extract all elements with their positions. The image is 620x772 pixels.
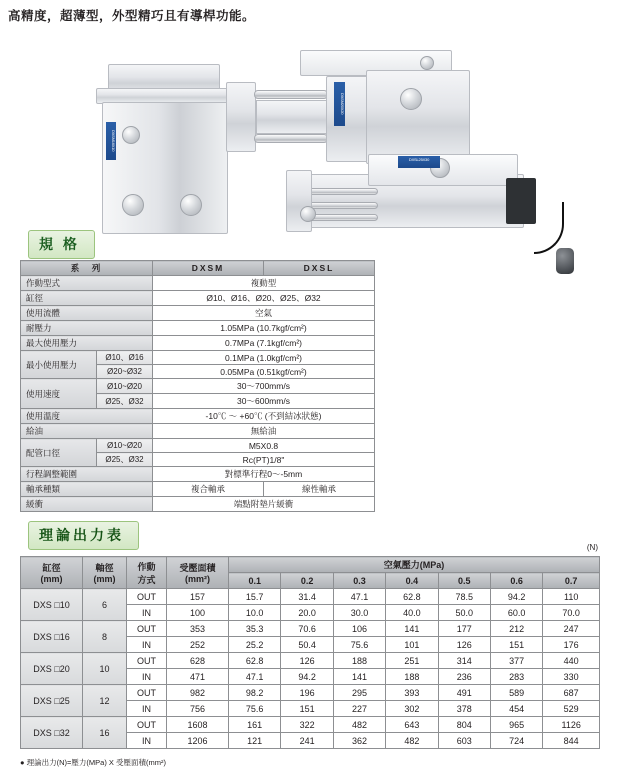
output-dir-cell: OUT [127, 653, 167, 669]
output-action-header-text: 作動 [137, 561, 156, 572]
output-value-cell: 176 [543, 637, 600, 653]
output-area-cell: 353 [167, 621, 229, 637]
output-rod-cell: 6 [83, 589, 127, 621]
output-area-cell: 628 [167, 653, 229, 669]
spec-row-value: Rc(PT)1/8" [153, 453, 375, 467]
spec-row-label: 給油 [21, 424, 153, 439]
cylinder-b-rod-bottom [254, 134, 328, 143]
output-value-cell: 362 [333, 733, 385, 749]
cylinder-a-hole-2 [180, 194, 202, 216]
output-pressure-col: 0.5 [438, 573, 490, 589]
output-value-cell: 188 [333, 653, 385, 669]
output-value-cell: 1126 [543, 717, 600, 733]
table-row [21, 589, 600, 605]
spec-row-sublabel: Ø10、Ø16 [97, 351, 153, 365]
spec-col-dxsl: DXSL [263, 261, 374, 276]
output-pressure-col: 0.2 [281, 573, 333, 589]
output-bore-cell: DXS □10 [21, 589, 83, 621]
spec-row-value: 對標準行程0～-5mm [153, 467, 375, 482]
output-dir-cell: OUT [127, 717, 167, 733]
output-value-cell: 106 [333, 621, 385, 637]
table-row [21, 621, 600, 637]
output-section-title: 理論出力表 [28, 521, 139, 550]
spec-row-value: 空氣 [153, 306, 375, 321]
table-row [21, 276, 375, 291]
output-value-cell: 454 [490, 701, 542, 717]
output-value-cell: 98.2 [229, 685, 281, 701]
output-value-cell: 227 [333, 701, 385, 717]
output-header-row-1 [21, 557, 600, 573]
page-headline: 高精度，超薄型，外型精巧且有導桿功能。 [8, 9, 256, 23]
output-area-cell: 756 [167, 701, 229, 717]
output-value-cell: 20.0 [281, 605, 333, 621]
output-pressure-col: 0.1 [229, 573, 281, 589]
output-value-cell: 35.3 [229, 621, 281, 637]
table-row [21, 467, 375, 482]
output-value-cell: 47.1 [229, 669, 281, 685]
output-value-cell: 196 [281, 685, 333, 701]
output-bore-header [21, 557, 83, 589]
output-value-cell: 393 [386, 685, 438, 701]
output-value-cell: 60.0 [490, 605, 542, 621]
output-value-cell: 141 [333, 669, 385, 685]
output-value-cell: 236 [438, 669, 490, 685]
output-pressure-header: 空氣壓力(MPa) [229, 557, 600, 573]
output-value-cell: 251 [386, 653, 438, 669]
output-value-cell: 247 [543, 621, 600, 637]
output-table-wrapper [20, 556, 600, 749]
output-value-cell: 377 [490, 653, 542, 669]
output-value-cell: 965 [490, 717, 542, 733]
output-value-cell: 603 [438, 733, 490, 749]
table-row [21, 306, 375, 321]
output-value-cell: 283 [490, 669, 542, 685]
spec-row-label: 緩衝 [21, 497, 153, 512]
output-value-cell: 151 [490, 637, 542, 653]
spec-series-header: 系 列 [21, 261, 153, 276]
cylinder-c-guide-rod-1 [306, 188, 378, 195]
output-value-cell: 75.6 [333, 637, 385, 653]
output-pressure-col: 0.4 [386, 573, 438, 589]
output-value-cell: 78.5 [438, 589, 490, 605]
spec-row-value: Ø10、Ø16、Ø20、Ø25、Ø32 [153, 291, 375, 306]
cylinder-c-label: DXSL25X30 [398, 156, 440, 168]
cylinder-a-hole-3 [122, 126, 140, 144]
table-row [21, 439, 375, 453]
table-row [21, 685, 600, 701]
table-row [21, 379, 375, 394]
spec-row-label: 最小使用壓力 [21, 351, 97, 379]
output-pressure-col: 0.7 [543, 573, 600, 589]
spec-col-dxsm: DXSM [153, 261, 264, 276]
table-row [21, 497, 375, 512]
cylinder-b-label: DXSM20X20 [334, 82, 345, 126]
output-rod-header-text: 軸徑 [95, 563, 114, 573]
output-unit-label: (N) [586, 543, 598, 552]
output-value-cell: 330 [543, 669, 600, 685]
spec-row-label: 缸徑 [21, 291, 153, 306]
output-value-cell: 141 [386, 621, 438, 637]
spec-row-value: 端點附墊片緩衝 [153, 497, 375, 512]
spec-row-sublabel: Ø10~Ø20 [97, 379, 153, 394]
cylinder-b-rod-top [254, 90, 328, 99]
output-value-cell: 322 [281, 717, 333, 733]
output-area-cell: 157 [167, 589, 229, 605]
spec-section-title: 規 格 [28, 230, 95, 259]
output-value-cell: 47.1 [333, 589, 385, 605]
cylinder-c-hole-2 [300, 206, 316, 222]
output-value-cell: 724 [490, 733, 542, 749]
output-value-cell: 241 [281, 733, 333, 749]
output-value-cell: 121 [229, 733, 281, 749]
table-row [21, 336, 375, 351]
output-value-cell: 161 [229, 717, 281, 733]
spec-row-label: 作動型式 [21, 276, 153, 291]
output-value-cell: 126 [438, 637, 490, 653]
output-value-cell: 314 [438, 653, 490, 669]
output-value-cell: 188 [386, 669, 438, 685]
spec-row-sublabel: Ø20~Ø32 [97, 365, 153, 379]
table-row [21, 717, 600, 733]
output-area-cell: 1608 [167, 717, 229, 733]
output-value-cell: 589 [490, 685, 542, 701]
spec-row-value: 複動型 [153, 276, 375, 291]
table-row [21, 351, 375, 365]
output-value-cell: 30.0 [333, 605, 385, 621]
output-value-cell: 62.8 [229, 653, 281, 669]
output-value-cell: 212 [490, 621, 542, 637]
output-dir-cell: OUT [127, 589, 167, 605]
spec-row-value: 0.05MPa (0.51kgf/cm²) [153, 365, 375, 379]
output-area-cell: 252 [167, 637, 229, 653]
output-bore-cell: DXS □25 [21, 685, 83, 717]
table-row [21, 424, 375, 439]
output-area-header [167, 557, 229, 589]
output-value-cell: 31.4 [281, 589, 333, 605]
output-value-cell: 110 [543, 589, 600, 605]
output-rod-cell: 12 [83, 685, 127, 717]
output-action-header-text2: 方式 [137, 574, 156, 585]
spec-row-value: M5X0.8 [153, 439, 375, 453]
product-photo-area [0, 26, 620, 226]
output-rod-header-unit: (mm) [93, 574, 116, 584]
spec-row-value: 無給油 [153, 424, 375, 439]
output-value-cell: 529 [543, 701, 600, 717]
spec-row-value: 30～700mm/s [153, 379, 375, 394]
cylinder-b-hole-2 [420, 56, 434, 70]
table-row [21, 409, 375, 424]
output-value-cell: 482 [333, 717, 385, 733]
spec-header-row [21, 261, 375, 276]
output-area-cell: 1206 [167, 733, 229, 749]
output-value-cell: 70.0 [543, 605, 600, 621]
output-value-cell: 378 [438, 701, 490, 717]
cylinder-a-hole-1 [122, 194, 144, 216]
cable-connector [556, 248, 574, 274]
output-bore-header-text: 缸徑 [42, 563, 61, 573]
cylinder-c-guide-rod-3 [306, 214, 378, 221]
cylinder-a-label: DXSM16X10 [106, 122, 116, 160]
output-value-cell: 177 [438, 621, 490, 637]
output-dir-cell: IN [127, 669, 167, 685]
spec-row-value-dxsm: 複合軸承 [153, 482, 264, 497]
output-value-cell: 844 [543, 733, 600, 749]
sensor-cable [534, 202, 564, 254]
output-area-header-unit: (mm²) [185, 574, 210, 584]
output-value-cell: 440 [543, 653, 600, 669]
cylinder-b-barrel [256, 100, 330, 134]
spec-row-value-dxsl: 線性軸承 [263, 482, 374, 497]
output-value-cell: 75.6 [229, 701, 281, 717]
output-area-cell: 100 [167, 605, 229, 621]
output-dir-cell: IN [127, 605, 167, 621]
output-pressure-col: 0.6 [490, 573, 542, 589]
output-value-cell: 50.4 [281, 637, 333, 653]
output-table [20, 556, 600, 749]
output-value-cell: 50.0 [438, 605, 490, 621]
spec-row-label: 使用流體 [21, 306, 153, 321]
spec-row-value: 0.7MPa (7.1kgf/cm²) [153, 336, 375, 351]
output-footnote: ● 理論出力(N)=壓力(MPa) X 受壓面積(mm²) [20, 758, 166, 767]
output-area-header-text: 受壓面積 [179, 563, 216, 573]
spec-row-label: 耐壓力 [21, 321, 153, 336]
output-dir-cell: OUT [127, 621, 167, 637]
output-value-cell: 643 [386, 717, 438, 733]
spec-row-label: 配管口徑 [21, 439, 97, 467]
spec-row-label: 行程調整範圍 [21, 467, 153, 482]
output-area-cell: 982 [167, 685, 229, 701]
spec-row-value: 30～600mm/s [153, 394, 375, 409]
cylinder-c-dark-block [506, 178, 536, 224]
cylinder-b-hole-1 [400, 88, 422, 110]
output-value-cell: 15.7 [229, 589, 281, 605]
cylinder-b-bracket [366, 70, 470, 164]
table-row [21, 482, 375, 497]
spec-table [20, 260, 375, 512]
output-value-cell: 70.6 [281, 621, 333, 637]
output-value-cell: 151 [281, 701, 333, 717]
output-value-cell: 491 [438, 685, 490, 701]
output-pressure-col: 0.3 [333, 573, 385, 589]
output-value-cell: 302 [386, 701, 438, 717]
spec-row-sublabel: Ø10~Ø20 [97, 439, 153, 453]
output-bore-cell: DXS □20 [21, 653, 83, 685]
output-area-cell: 471 [167, 669, 229, 685]
output-action-header [127, 557, 167, 589]
table-row [21, 653, 600, 669]
spec-row-sublabel: Ø25、Ø32 [97, 453, 153, 467]
spec-row-value: 1.05MPa (10.7kgf/cm²) [153, 321, 375, 336]
output-bore-cell: DXS □32 [21, 717, 83, 749]
output-value-cell: 25.2 [229, 637, 281, 653]
output-value-cell: 94.2 [490, 589, 542, 605]
output-rod-cell: 8 [83, 621, 127, 653]
cylinder-c-guide-rod-2 [306, 202, 378, 209]
output-value-cell: 10.0 [229, 605, 281, 621]
output-rod-cell: 10 [83, 653, 127, 685]
output-dir-cell: IN [127, 701, 167, 717]
output-value-cell: 40.0 [386, 605, 438, 621]
cylinder-a-block [102, 102, 228, 234]
cylinder-b-endplate-right [326, 76, 370, 162]
output-value-cell: 482 [386, 733, 438, 749]
spec-row-label: 使用溫度 [21, 409, 153, 424]
spec-row-label: 軸承種類 [21, 482, 153, 497]
output-rod-cell: 16 [83, 717, 127, 749]
output-value-cell: 295 [333, 685, 385, 701]
spec-row-label: 最大使用壓力 [21, 336, 153, 351]
spec-row-value: -10℃ ～ +60℃ (不到結冰狀態) [153, 409, 375, 424]
output-value-cell: 687 [543, 685, 600, 701]
output-dir-cell: IN [127, 637, 167, 653]
output-bore-cell: DXS □16 [21, 621, 83, 653]
cylinder-c-endplate [286, 170, 312, 232]
output-dir-cell: IN [127, 733, 167, 749]
output-value-cell: 804 [438, 717, 490, 733]
output-rod-header [83, 557, 127, 589]
table-row [21, 321, 375, 336]
spec-row-sublabel: Ø25、Ø32 [97, 394, 153, 409]
output-bore-header-unit: (mm) [40, 574, 63, 584]
output-dir-cell: OUT [127, 685, 167, 701]
output-value-cell: 94.2 [281, 669, 333, 685]
spec-row-label: 使用速度 [21, 379, 97, 409]
output-value-cell: 62.8 [386, 589, 438, 605]
cylinder-b-endplate-left [226, 82, 256, 152]
spec-row-value: 0.1MPa (1.0kgf/cm²) [153, 351, 375, 365]
table-row [21, 291, 375, 306]
output-value-cell: 126 [281, 653, 333, 669]
output-value-cell: 101 [386, 637, 438, 653]
